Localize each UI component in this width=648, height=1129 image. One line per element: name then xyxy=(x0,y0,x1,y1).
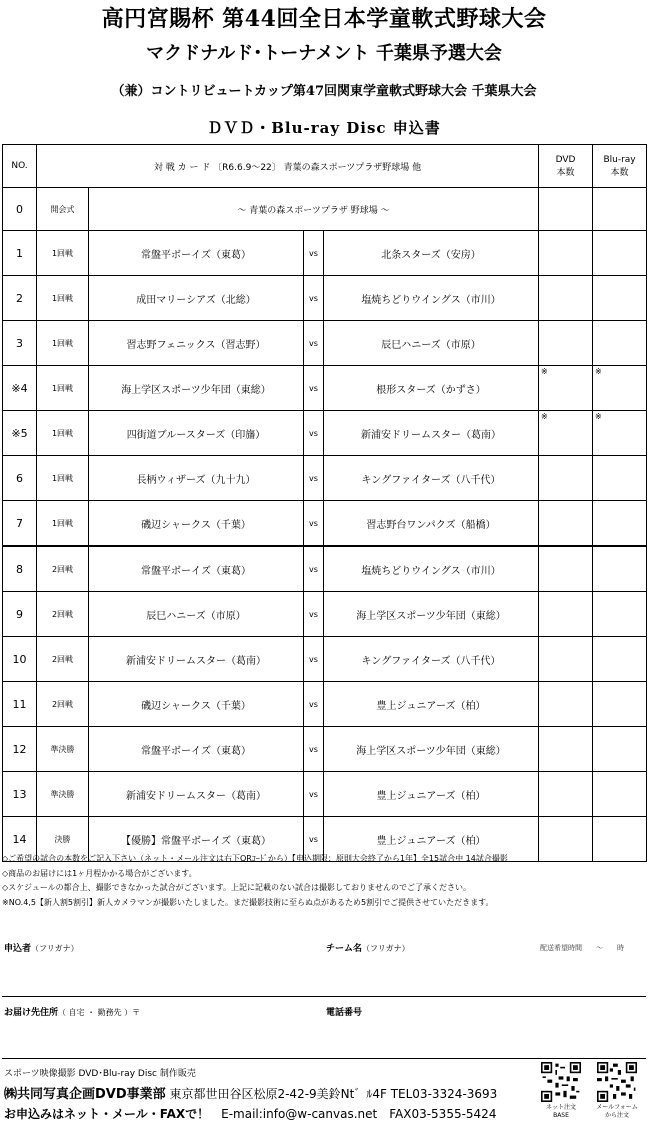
home-team: 磯辺シャークス（千葉） xyxy=(89,501,304,547)
vs-label: vs xyxy=(304,682,324,727)
away-team: 根形スターズ（かずさ） xyxy=(324,366,539,411)
row-no: 7 xyxy=(3,501,37,547)
opening-ceremony: ～ 青葉の森スポーツプラザ 野球場 ～ xyxy=(89,188,539,231)
away-team: 豊上ジュニアーズ（柏） xyxy=(324,682,539,727)
bluray-qty-cell[interactable] xyxy=(593,276,647,321)
row-round: 準決勝 xyxy=(37,772,89,817)
home-team: 常盤平ボーイズ（東葛） xyxy=(89,727,304,772)
away-team: キングファイターズ（八千代） xyxy=(324,637,539,682)
dvd-qty-cell[interactable] xyxy=(539,682,593,727)
vs-label: vs xyxy=(304,772,324,817)
dvd-qty-cell[interactable] xyxy=(539,276,593,321)
row-round: 1回戦 xyxy=(37,231,89,276)
applicant-label xyxy=(4,941,79,954)
address-sub: （ 自宅 ・ 勤務先 ）〒 xyxy=(58,1008,141,1017)
table-row xyxy=(3,276,647,321)
table-row xyxy=(3,772,647,817)
dvd-qty-cell[interactable] xyxy=(539,501,593,547)
row-round: 2回戦 xyxy=(37,637,89,682)
table-row xyxy=(3,682,647,727)
dvd-qty-cell[interactable] xyxy=(539,727,593,772)
row-no: 2 xyxy=(3,276,37,321)
dvd-qty-cell[interactable] xyxy=(539,456,593,501)
footer-order xyxy=(4,1105,496,1122)
vs-label: vs xyxy=(304,411,324,456)
dvd-qty-cell[interactable] xyxy=(539,592,593,637)
away-team: 豊上ジュニアーズ（柏） xyxy=(324,772,539,817)
home-team: 常盤平ボーイズ（東葛） xyxy=(89,231,304,276)
table-row xyxy=(3,188,647,231)
dvd-qty-cell[interactable]: ※ xyxy=(539,411,593,456)
row-round: 1回戦 xyxy=(37,411,89,456)
qr-base-label-2: BASE xyxy=(553,1112,569,1119)
title-line3: （兼）コントリビュートカップ第47回関東学童軟式野球大会 千葉県大会 xyxy=(111,84,537,99)
away-team: 海上学区スポーツ少年団（東総） xyxy=(324,592,539,637)
bluray-qty-cell[interactable] xyxy=(593,772,647,817)
home-team: 習志野フェニックス（習志野） xyxy=(89,321,304,366)
table-row xyxy=(3,456,647,501)
header-no: NO. xyxy=(3,145,37,188)
row-no: 12 xyxy=(3,727,37,772)
header-dvd-line1: DVD xyxy=(555,154,576,165)
dvd-qty-cell[interactable] xyxy=(539,231,593,276)
row-round: 2回戦 xyxy=(37,592,89,637)
qr-base-label xyxy=(535,1104,587,1120)
row-round: 1回戦 xyxy=(37,366,89,411)
bluray-qty-cell[interactable] xyxy=(593,231,647,276)
note-1: ◇ご希望の試合の本数をご記入下さい（ネット・メール注文は右下QRｺｰﾄﾞから）【申込期限：原則大会終了から1年】全15試合中 14試合撮影 xyxy=(2,854,508,863)
bluray-qty-cell[interactable] xyxy=(593,592,647,637)
away-team: 塩焼ちどりウイングス（市川） xyxy=(324,546,539,592)
row-no: ※5 xyxy=(3,411,37,456)
away-team: 北条スターズ（安房） xyxy=(324,231,539,276)
address-underline xyxy=(2,1058,646,1059)
vs-label: vs xyxy=(304,501,324,547)
note-3: ◇スケジュールの都合上、撮影できなかった試合がございます。上記に記載のない試合は撮影しておりませんのでご了承ください。 xyxy=(2,883,472,892)
vs-label: vs xyxy=(304,817,324,862)
row-round: 1回戦 xyxy=(37,501,89,547)
address-label xyxy=(4,1005,140,1018)
bluray-qty-cell[interactable]: ※ xyxy=(593,366,647,411)
dvd-qty-cell[interactable] xyxy=(539,637,593,682)
home-team: 【優勝】常盤平ボーイズ（東葛） xyxy=(89,817,304,862)
bluray-qty-cell[interactable] xyxy=(593,727,647,772)
table-row xyxy=(3,501,647,547)
dvd-qty-cell[interactable] xyxy=(539,188,593,231)
note-4: ※NO.4,5【新人割5割引】新人カメラマンが撮影いたしました。まだ撮影技術に至らぬ点があるため5割引でご提供させていただきます。 xyxy=(2,897,494,907)
bluray-qty-cell[interactable] xyxy=(593,682,647,727)
table-header xyxy=(3,145,647,188)
away-team: 習志野台ワンパクズ（船橋） xyxy=(324,501,539,547)
row-round: 2回戦 xyxy=(37,682,89,727)
match-table xyxy=(2,144,647,862)
order-text: お申込みはネット・メール・FAXで！ xyxy=(4,1107,210,1121)
row-no: 8 xyxy=(3,546,37,592)
table-row xyxy=(3,727,647,772)
home-team: 長柄ウィザーズ（九十九） xyxy=(89,456,304,501)
form-title: ＤＶＤ・Blu-ray Disc 申込書 xyxy=(207,119,441,137)
footer-tagline: スポーツ映像撮影 DVD･Blu-ray Disc 制作販売 xyxy=(4,1069,196,1079)
header-dvd xyxy=(539,145,593,188)
qr-base-label-1: ネット注文 xyxy=(545,1104,576,1111)
vs-label: vs xyxy=(304,637,324,682)
vs-label: vs xyxy=(304,231,324,276)
vs-label: vs xyxy=(304,321,324,366)
team-label-text: チーム名 xyxy=(326,944,363,954)
row-no: 0 xyxy=(3,188,37,231)
header-dvd-line2: 本数 xyxy=(556,167,575,178)
header-bluray-line1: Blu-ray xyxy=(603,154,636,165)
qr-mailform-label xyxy=(591,1104,643,1120)
qr-mailform-label-2: から注文 xyxy=(604,1112,629,1119)
home-team: 新浦安ドリームスター（葛南） xyxy=(89,637,304,682)
table-row xyxy=(3,366,647,411)
table-row xyxy=(3,231,647,276)
row-no: 6 xyxy=(3,456,37,501)
vs-label: vs xyxy=(304,546,324,592)
home-team: 成田マリーシアズ（北総） xyxy=(89,276,304,321)
title-line2: マクドナルド･トーナメント 千葉県予選大会 xyxy=(146,43,502,64)
company-address: 東京都世田谷区松原2-42-9美鈴Nt゛ﾙ4F TEL03-3324-3693 xyxy=(165,1087,498,1101)
home-team: 磯辺シャークス（千葉） xyxy=(89,682,304,727)
table-row xyxy=(3,546,647,592)
applicant-label-text: 申込者 xyxy=(4,944,32,954)
bluray-qty-cell[interactable] xyxy=(593,188,647,231)
qr-code-base-icon[interactable] xyxy=(541,1062,581,1102)
row-round: 準決勝 xyxy=(37,727,89,772)
dvd-qty-cell[interactable] xyxy=(539,546,593,592)
notes xyxy=(2,852,646,910)
bluray-qty-cell[interactable] xyxy=(593,321,647,366)
row-no: 1 xyxy=(3,231,37,276)
bluray-qty-cell[interactable] xyxy=(593,637,647,682)
row-round: 1回戦 xyxy=(37,321,89,366)
row-round: 決勝 xyxy=(37,817,89,862)
row-no: ※4 xyxy=(3,366,37,411)
away-team: キングファイターズ（八千代） xyxy=(324,456,539,501)
row-no: 14 xyxy=(3,817,37,862)
away-team: 辰巳ハニーズ（市原） xyxy=(324,321,539,366)
row-no: 3 xyxy=(3,321,37,366)
row-no: 11 xyxy=(3,682,37,727)
home-team: 常盤平ボーイズ（東葛） xyxy=(89,546,304,592)
home-team: 海上学区スポーツ少年団（東総） xyxy=(89,366,304,411)
footer-company xyxy=(4,1083,497,1102)
qr-mailform-label-1: メールフォーム xyxy=(596,1104,638,1111)
bluray-qty-cell[interactable] xyxy=(593,546,647,592)
table-row xyxy=(3,321,647,366)
bluray-qty-cell[interactable] xyxy=(593,456,647,501)
contact-info: E-mail:info@w-canvas.net FAX03-5355-5424 xyxy=(209,1107,497,1121)
away-team: 海上学区スポーツ少年団（東総） xyxy=(324,727,539,772)
away-team: 豊上ジュニアーズ（柏） xyxy=(324,817,539,862)
row-round: 1回戦 xyxy=(37,456,89,501)
row-no: 13 xyxy=(3,772,37,817)
dvd-qty-cell[interactable] xyxy=(539,321,593,366)
dvd-qty-cell[interactable] xyxy=(539,772,593,817)
title-line1: 高円宮賜杯 第44回全日本学童軟式野球大会 xyxy=(101,6,547,32)
home-team: 辰巳ハニーズ（市原） xyxy=(89,592,304,637)
applicant-kana: （フリガナ） xyxy=(31,944,79,953)
row-no: 9 xyxy=(3,592,37,637)
table-row xyxy=(3,637,647,682)
header-bluray-line2: 本数 xyxy=(610,167,629,178)
vs-label: vs xyxy=(304,366,324,411)
bluray-qty-cell[interactable]: ※ xyxy=(593,411,647,456)
bluray-qty-cell[interactable] xyxy=(593,501,647,547)
row-round: 2回戦 xyxy=(37,546,89,592)
team-kana: （フリガナ） xyxy=(362,944,410,953)
table-row xyxy=(3,411,647,456)
team-label xyxy=(326,941,410,954)
note-2: ◇商品のお届けには1ヶ月程かかる場合がございます。 xyxy=(2,868,197,878)
dvd-qty-cell[interactable]: ※ xyxy=(539,366,593,411)
away-team: 新浦安ドリームスター（葛南） xyxy=(324,411,539,456)
address-label-text: お届け先住所 xyxy=(4,1008,59,1018)
away-team: 塩焼ちどりウイングス（市川） xyxy=(324,276,539,321)
header-card: 対 戦 カ ー ド 〔R6.6.9～22〕 青葉の森スポーツプラザ野球場 他 xyxy=(37,145,539,188)
delivery-time: 配送希望時間 ～ 時 xyxy=(540,944,624,952)
vs-label: vs xyxy=(304,456,324,501)
header-bluray xyxy=(593,145,647,188)
applicant-underline xyxy=(2,996,646,997)
company-name: ㈱共同写真企画DVD事業部 xyxy=(4,1087,166,1102)
table-row xyxy=(3,592,647,637)
home-team: 新浦安ドリームスター（葛南） xyxy=(89,772,304,817)
phone-label: 電話番号 xyxy=(326,1008,363,1018)
row-round: 開会式 xyxy=(37,188,89,231)
row-round: 1回戦 xyxy=(37,276,89,321)
home-team: 四街道ブルースターズ（印旛） xyxy=(89,411,304,456)
vs-label: vs xyxy=(304,727,324,772)
qr-code-mailform-icon[interactable] xyxy=(597,1062,637,1102)
row-no: 10 xyxy=(3,637,37,682)
vs-label: vs xyxy=(304,276,324,321)
vs-label: vs xyxy=(304,592,324,637)
